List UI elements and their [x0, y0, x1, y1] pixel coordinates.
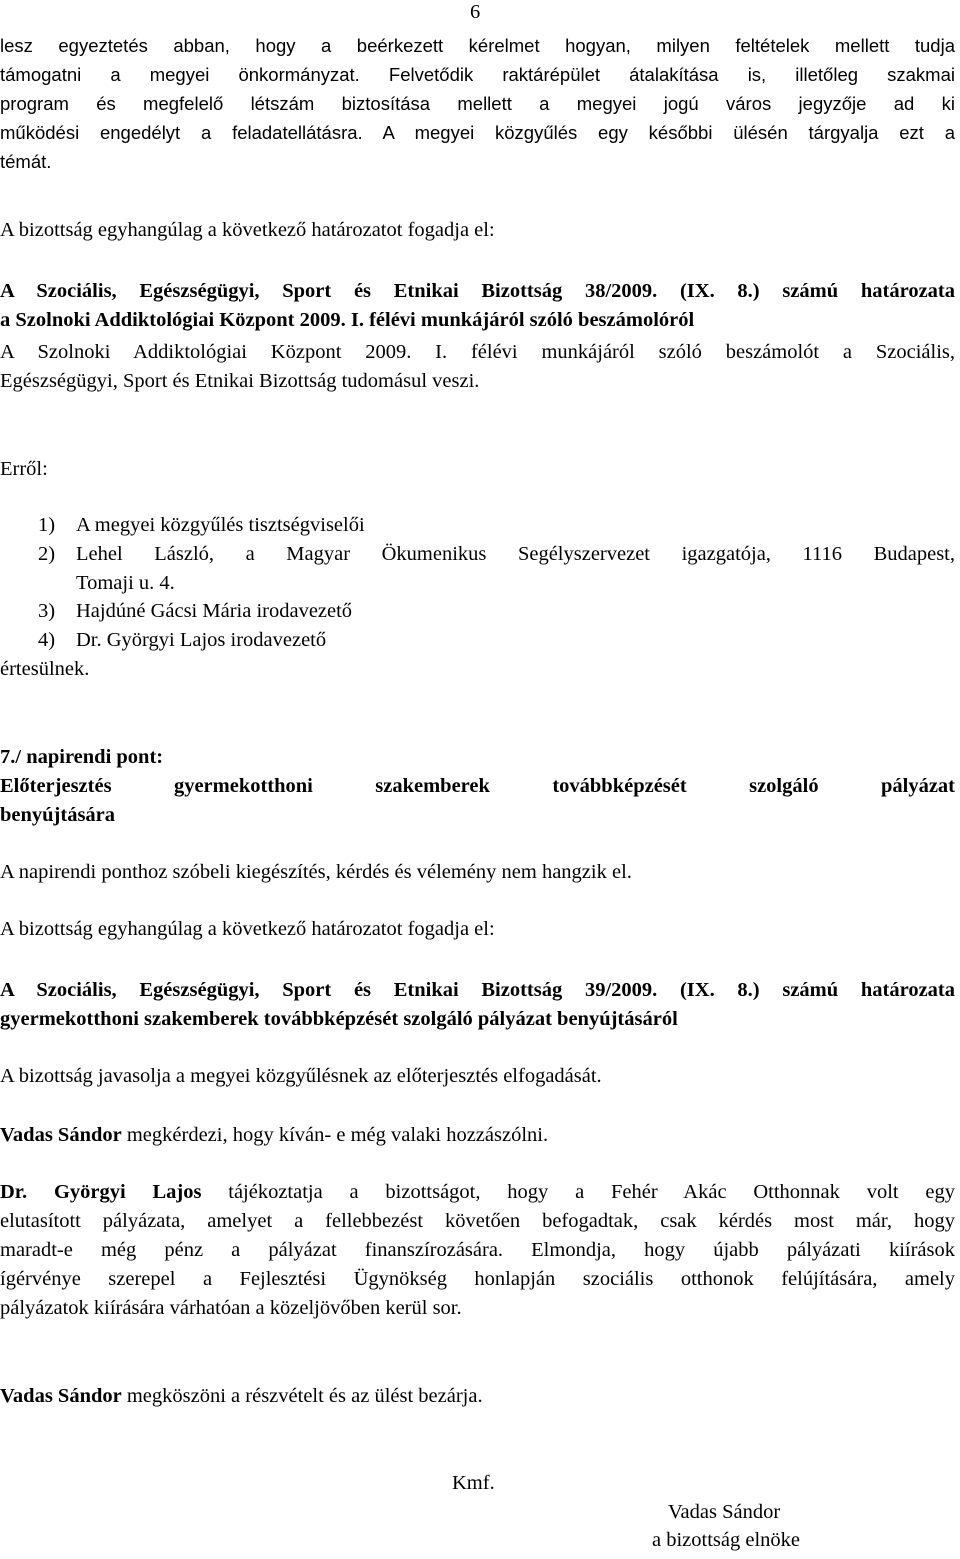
speaker-text: megkérdezi, hogy kíván- e még valaki hozzászólni.	[121, 1124, 549, 1146]
list-number: 3)	[38, 600, 56, 622]
speaker-name: Vadas Sándor	[0, 1124, 122, 1146]
intro-line-4-head: működési engedélyt a feladatellátásra.	[0, 122, 363, 143]
speaker-name: Vadas Sándor	[0, 1385, 122, 1407]
resolution-intro: A bizottság egyhangúlag a következő határozatot fogadja el:	[0, 219, 495, 241]
list-text: Dr. Györgyi Lajos irodavezető	[76, 629, 327, 651]
list-number: 1)	[38, 514, 56, 536]
agenda-title-line-1: Előterjesztés gyermekotthoni szakemberek továbbképzését szolgáló pályázat	[0, 775, 955, 797]
notify-item-2	[38, 540, 955, 569]
list-number: 2)	[38, 543, 56, 565]
discussion-p3	[0, 1382, 483, 1411]
resolution-39-title-line-1: A Szociális, Egészségügyi, Sport és Etnikai Bizottság 39/2009. (IX. 8.) számú határozata	[0, 979, 955, 1001]
agenda-resolution-intro: A bizottság egyhangúlag a következő határozatot fogadja el:	[0, 918, 495, 940]
notify-item-2-cont: Tomaji u. 4.	[76, 572, 175, 594]
intro-line-3: program és megfelelő létszám biztosítása mellett a megyei jogú város jegyzője ad ki	[0, 93, 955, 114]
list-text: Hajdúné Gácsi Mária irodavezető	[76, 600, 353, 622]
intro-paragraph	[0, 31, 955, 176]
resolution-38-body-line-2: Egészségügyi, Sport és Etnikai Bizottság tudomásul veszi.	[0, 370, 480, 392]
signatory-role: a bizottság elnöke	[652, 1529, 801, 1551]
notify-closing: értesülnek.	[0, 658, 90, 680]
list-number: 4)	[38, 629, 56, 651]
intro-line-4	[0, 118, 955, 147]
resolution-39-body: A bizottság javasolja a megyei közgyűlésnek az előterjesztés elfogadását.	[0, 1065, 602, 1087]
discussion-p2	[0, 1178, 955, 1323]
agenda-heading: 7./ napirendi pont:	[0, 746, 164, 768]
resolution-38-body-line-1: A Szolnoki Addiktológiai Központ 2009. I. félévi munkájáról szóló beszámolót a Szociális,	[0, 341, 955, 363]
notify-label: Erről:	[0, 458, 48, 480]
intro-line-4-tail: A megyei közgyűlés egy későbbi ülésén tárgyalja ezt a	[382, 122, 956, 143]
notify-item-3	[38, 597, 352, 626]
discussion-p2-line-3: maradt-e még pénz a pályázat finanszírozására. Elmondja, hogy újabb pályázati kiírások	[0, 1239, 955, 1261]
intro-line-5: témát.	[0, 151, 52, 172]
list-text: Lehel László, a Magyar Ökumenikus Segélyszervezet igazgatója, 1116 Budapest,	[76, 543, 955, 565]
signatory-name: Vadas Sándor	[668, 1501, 781, 1523]
intro-line-2: támogatni a megyei önkormányzat. Felvetődik raktárépület átalakítása is, illetőleg szakmai	[0, 64, 955, 85]
agenda-no-comment: A napirendi ponthoz szóbeli kiegészítés, kérdés és vélemény nem hangzik el.	[0, 861, 632, 883]
discussion-p1	[0, 1121, 548, 1150]
page-number: 6	[470, 1, 481, 23]
resolution-38-title-line-2: a Szolnoki Addiktológiai Központ 2009. I. félévi munkájáról szóló beszámolóról	[0, 309, 695, 331]
notify-item-1	[38, 511, 365, 540]
resolution-38-title-line-1: A Szociális, Egészségügyi, Sport és Etnikai Bizottság 38/2009. (IX. 8.) számú határozata	[0, 280, 955, 302]
kmf-label: Kmf.	[452, 1472, 495, 1494]
list-text: A megyei közgyűlés tisztségviselői	[76, 514, 365, 536]
discussion-p2-line-2: elutasított pályázata, amelyet a fellebbezést követően befogadtak, csak kérdés most már, hogy	[0, 1210, 955, 1232]
discussion-p2-line-1: Dr. Györgyi Lajos tájékoztatja a bizottságot, hogy a Fehér Akác Otthonnak volt egy	[0, 1181, 955, 1203]
speaker-name: Dr. Györgyi Lajos	[0, 1181, 202, 1203]
discussion-p2-line-5: pályázatok kiírására várhatóan a közeljövőben kerül sor.	[0, 1297, 462, 1319]
discussion-p2-line-4: ígérvénye szerepel a Fejlesztési Ügynökség honlapján szociális otthonok felújítására, amely	[0, 1268, 955, 1290]
resolution-39-title-line-2: gyermekotthoni szakemberek továbbképzését szolgáló pályázat benyújtásáról	[0, 1008, 678, 1030]
intro-line-1: lesz egyeztetés abban, hogy a beérkezett kérelmet hogyan, milyen feltételek mellett tudja	[0, 35, 955, 56]
notify-item-4	[38, 626, 326, 655]
speaker-text: megköszöni a részvételt és az ülést bezárja.	[121, 1385, 483, 1407]
agenda-title-line-2: benyújtására	[0, 804, 116, 826]
